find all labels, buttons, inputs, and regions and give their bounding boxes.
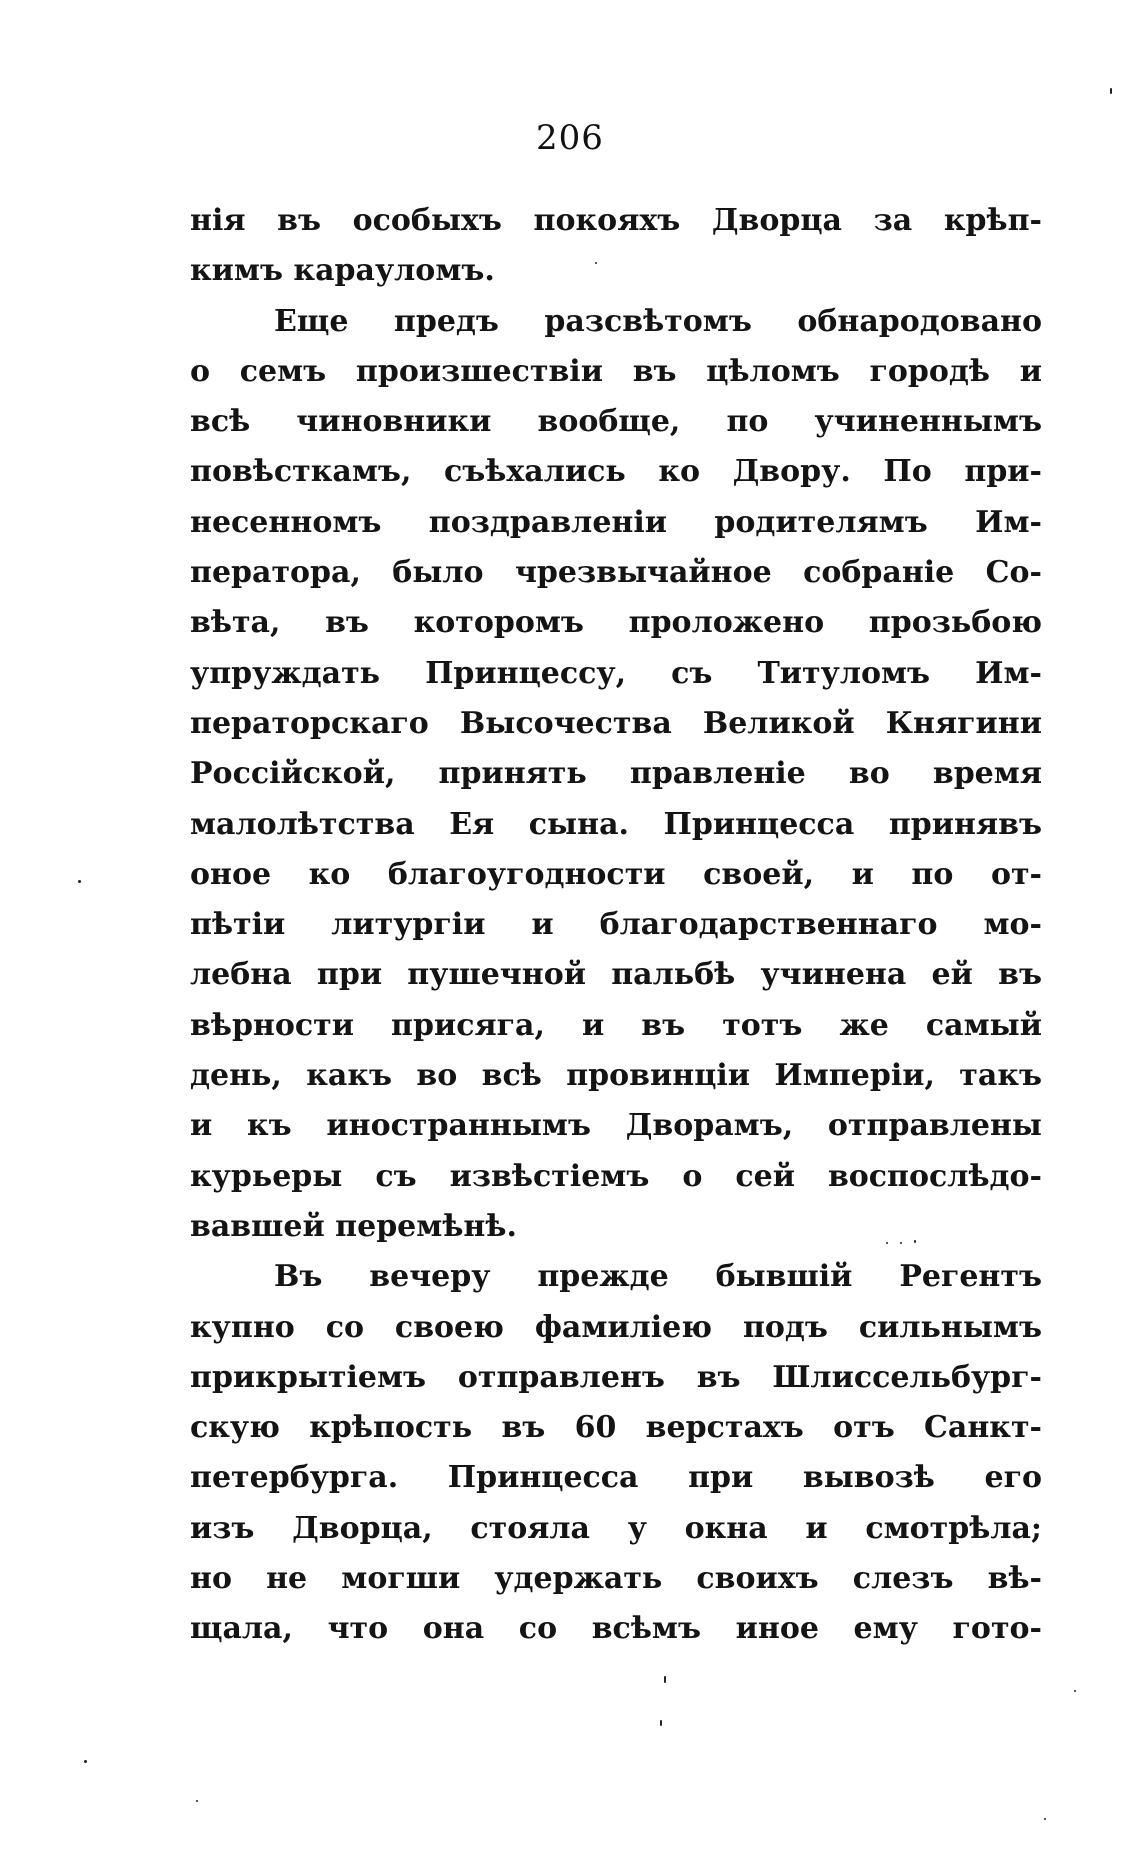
text-line: оное ко благоугодности своей, и по от- bbox=[190, 856, 1042, 892]
scan-speck bbox=[1044, 1818, 1046, 1820]
text-line: Въ вечеру прежде бывшій Регентъ bbox=[274, 1259, 1042, 1295]
text-line: о семъ произшествіи въ цѣломъ городѣ и bbox=[190, 353, 1042, 389]
text-line: и къ иностраннымъ Дворамъ, отправлены bbox=[190, 1108, 1042, 1144]
scan-speck bbox=[664, 1676, 666, 1683]
text-line: купно со своею фамиліею подъ сильнымъ bbox=[190, 1309, 1042, 1345]
text-line: повѣсткамъ, съѣхались ко Двору. По при- bbox=[190, 454, 1042, 490]
text-line: но не могши удержать своихъ слезъ вѣ- bbox=[190, 1561, 1042, 1597]
scan-speck bbox=[900, 1242, 902, 1244]
text-line: несенномъ поздравленіи родителямъ Им- bbox=[190, 504, 1042, 540]
scan-speck bbox=[595, 262, 597, 264]
scan-speck bbox=[78, 880, 81, 883]
text-line: кимъ карауломъ. bbox=[190, 253, 495, 289]
scan-speck bbox=[914, 1240, 916, 1243]
scan-speck bbox=[660, 1720, 662, 1726]
text-line: Еще предъ разсвѣтомъ обнародовано bbox=[274, 303, 1042, 339]
text-line: ператорскаго Высочества Великой Княгини bbox=[190, 705, 1042, 741]
text-line: вѣрности присяга, и въ тотъ же самый bbox=[190, 1007, 1042, 1043]
page-number: 206 bbox=[536, 118, 604, 158]
text-line: малолѣтства Ея сына. Принцесса принявъ bbox=[190, 806, 1042, 842]
text-line: упруждать Принцессу, съ Титуломъ Им- bbox=[190, 655, 1042, 691]
text-line: петербурга. Принцесса при вывозѣ его bbox=[190, 1460, 1042, 1496]
text-line: лебна при пушечной пальбѣ учинена ей въ bbox=[190, 957, 1042, 993]
text-line: курьеры съ извѣстіемъ о сей воспослѣдо- bbox=[190, 1158, 1042, 1194]
scan-speck bbox=[886, 1242, 888, 1244]
text-line: пѣтіи литургіи и благодарственнаго мо- bbox=[190, 907, 1042, 943]
text-line: ператора, было чрезвычайное собраніе Со- bbox=[190, 555, 1042, 591]
text-line: щала, что она со всѣмъ иное ему гото- bbox=[190, 1611, 1042, 1647]
text-line: день, какъ во всѣ провинціи Имперіи, такъ bbox=[190, 1058, 1042, 1094]
body-text bbox=[190, 196, 1042, 1655]
scan-speck bbox=[196, 1800, 198, 1802]
scan-speck bbox=[84, 1760, 87, 1763]
text-line: вѣта, въ которомъ проложено прозьбою bbox=[190, 605, 1042, 641]
text-line: прикрытіемъ отправленъ въ Шлиссельбург- bbox=[190, 1359, 1042, 1395]
text-line: Россійской, принять правленіе во время bbox=[190, 756, 1042, 792]
text-line: скую крѣпость въ 60 верстахъ отъ Санкт- bbox=[190, 1410, 1042, 1446]
text-line: нія въ особыхъ покояхъ Дворца за крѣп- bbox=[190, 203, 1042, 238]
scan-speck bbox=[1074, 1690, 1076, 1692]
scan-speck bbox=[1110, 88, 1112, 94]
text-line: изъ Дворца, стояла у окна и смотрѣла; bbox=[190, 1510, 1042, 1546]
text-line: всѣ чиновники вообще, по учиненнымъ bbox=[190, 404, 1042, 440]
text-line: вавшей перемѣнѣ. bbox=[190, 1208, 517, 1244]
